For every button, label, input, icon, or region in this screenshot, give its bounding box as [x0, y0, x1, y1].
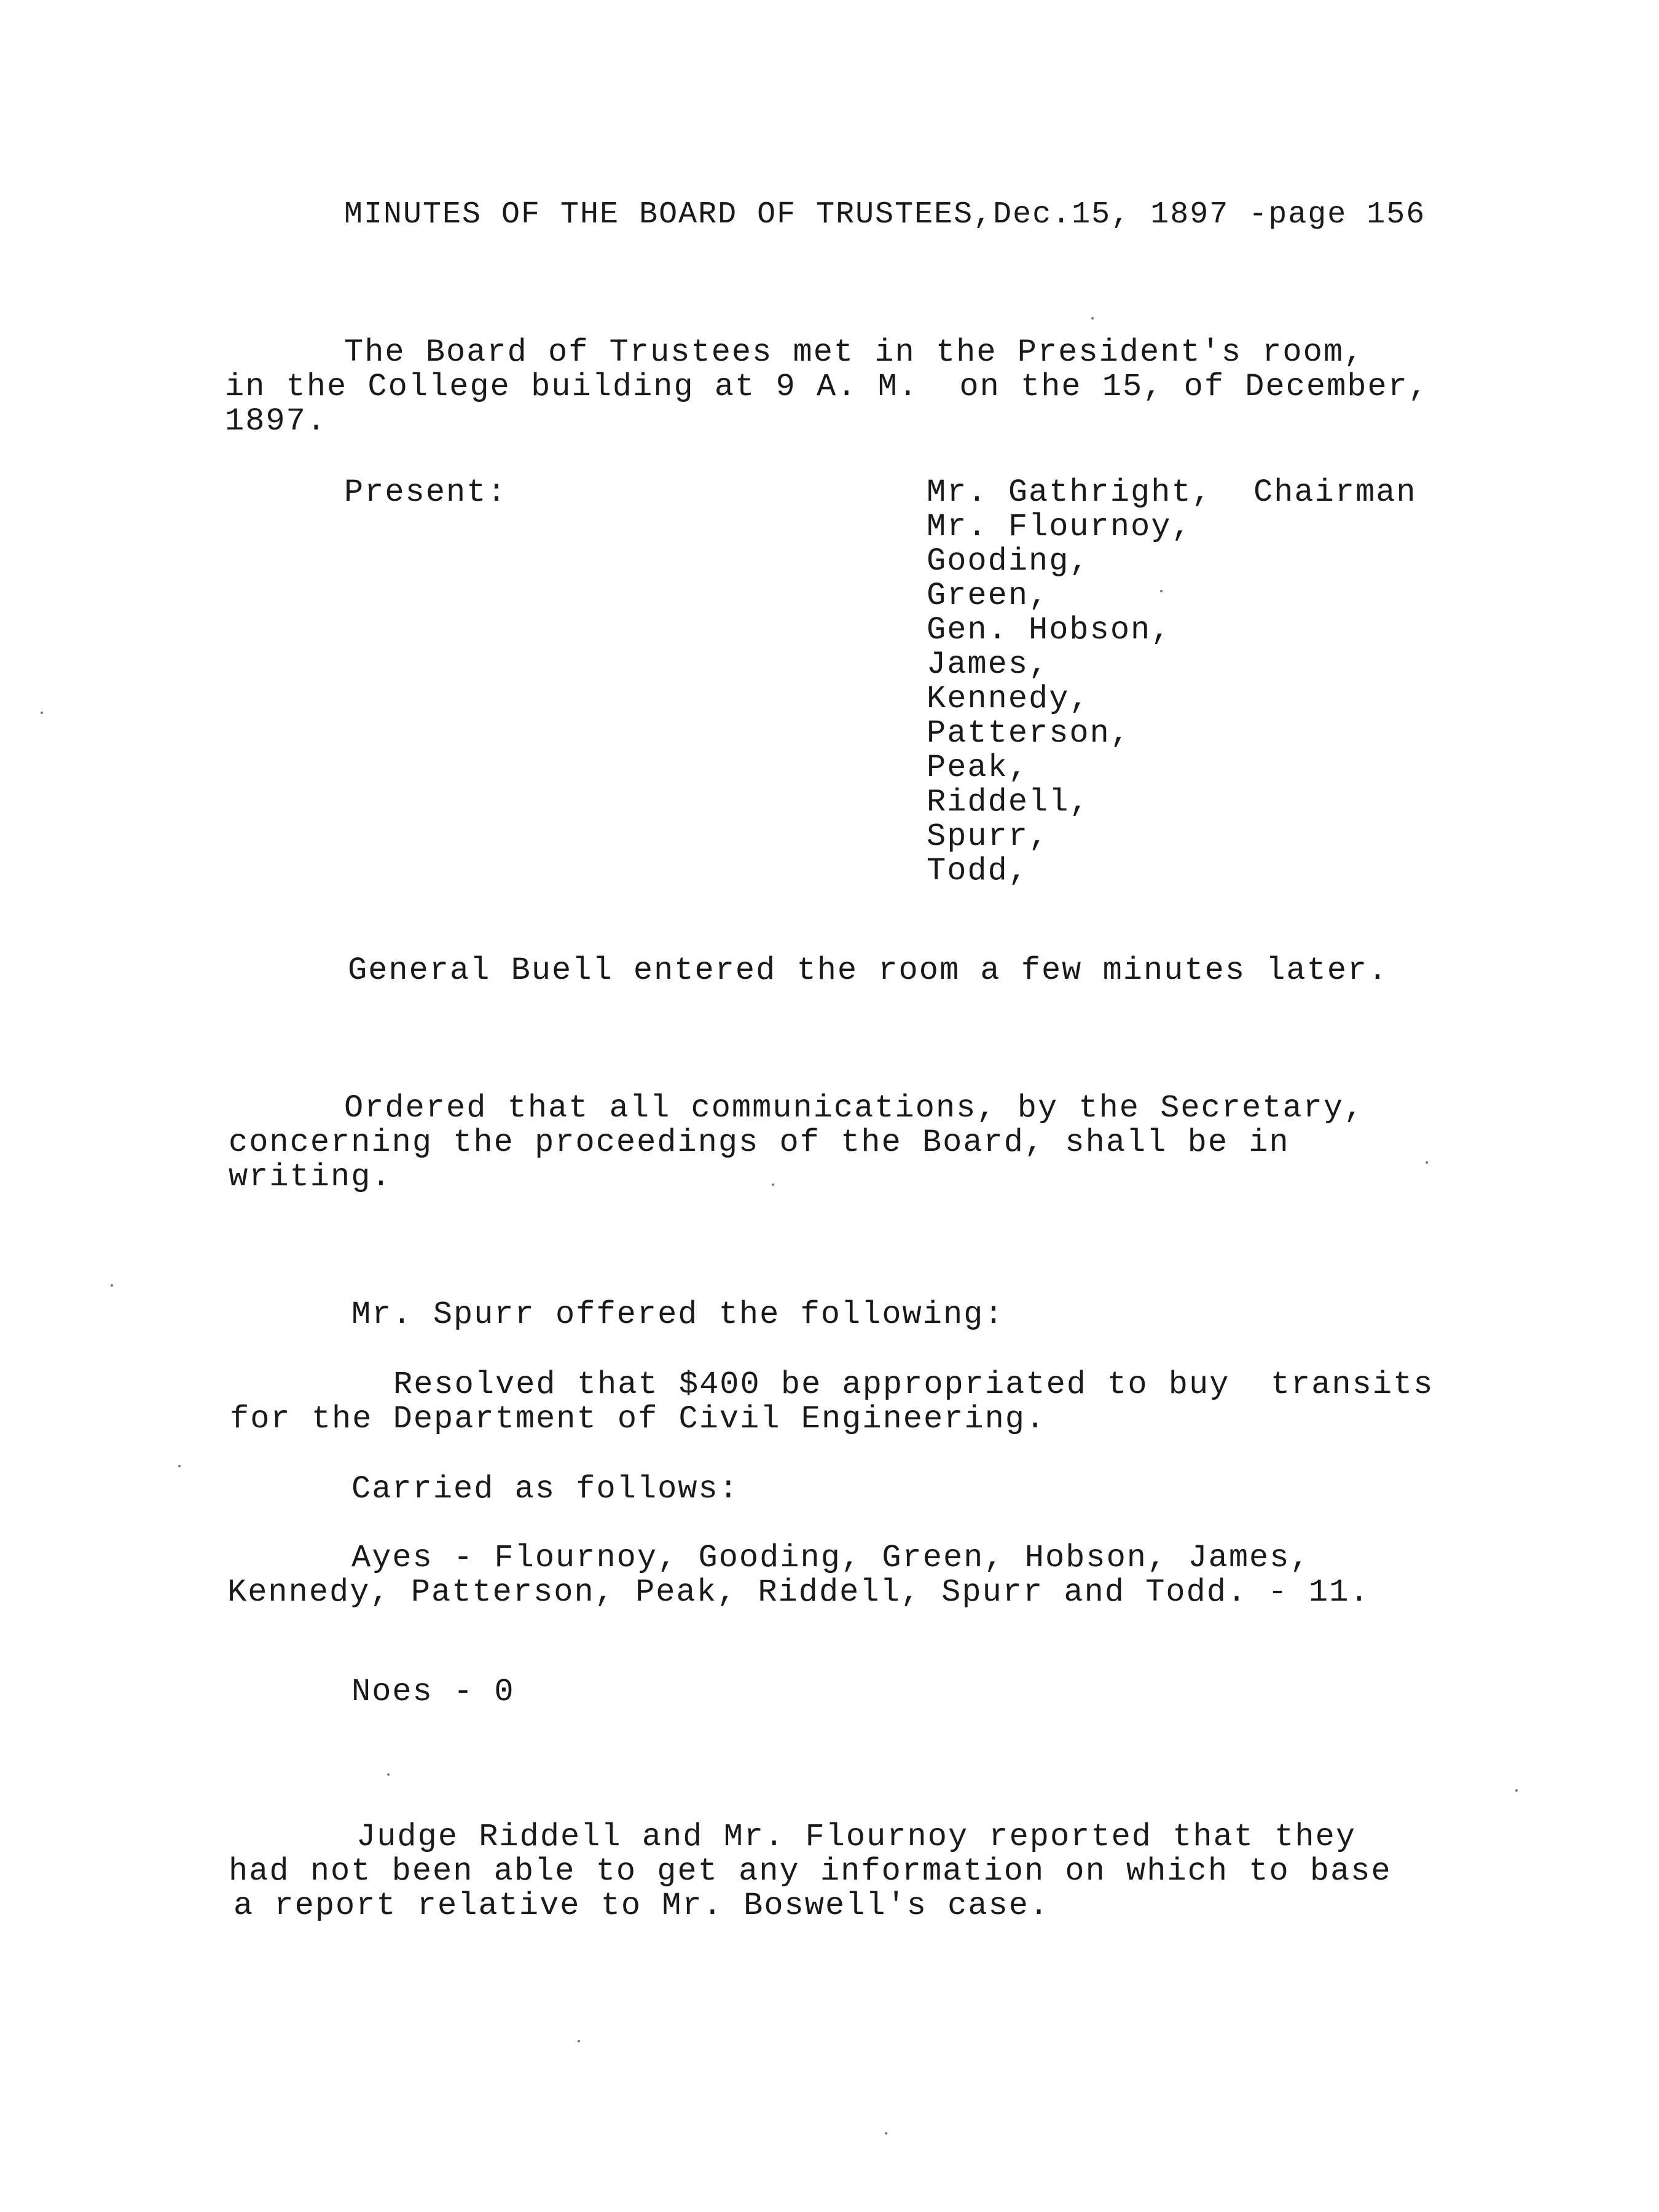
scan-speck — [1160, 590, 1163, 592]
attendee-name: Gen. Hobson, — [927, 612, 1172, 648]
scan-speck — [1515, 1789, 1518, 1792]
attendee-name: Riddell, — [927, 784, 1090, 820]
page-header: MINUTES OF THE BOARD OF TRUSTEES,Dec.15, 1897 -page 156 — [344, 197, 1426, 232]
report-line-2: had not been able to get any information on which to base — [229, 1853, 1392, 1889]
attendee-name: Spurr, — [927, 818, 1049, 855]
present-label: Present: — [344, 474, 508, 511]
motion-intro: Mr. Spurr offered the following: — [351, 1296, 1005, 1333]
order-line-3: writing. — [229, 1159, 392, 1195]
attendee-name: Kennedy, — [927, 681, 1090, 717]
attendee-name: Mr. Gathright, — [927, 474, 1212, 511]
attendee-name: Todd, — [927, 853, 1029, 889]
scan-speck — [885, 2132, 887, 2135]
resolution-line-2: for the Department of Civil Engineering. — [230, 1401, 1046, 1437]
scan-speck — [178, 1465, 181, 1467]
opening-line-1: The Board of Trustees met in the President's room, — [344, 334, 1365, 371]
attendee-name: Mr. Flournoy, — [927, 509, 1192, 545]
attendee-name: Peak, — [927, 750, 1029, 786]
scan-speck — [1426, 1161, 1428, 1164]
carried-label: Carried as follows: — [351, 1471, 739, 1507]
ayes-line-2: Kennedy, Patterson, Peak, Riddell, Spurr and Todd. - 11. — [227, 1574, 1370, 1610]
scan-speck — [578, 2040, 580, 2042]
ayes-line-1: Ayes - Flournoy, Gooding, Green, Hobson, James, — [351, 1540, 1311, 1576]
opening-line-3: 1897. — [225, 403, 327, 439]
report-line-1: Judge Riddell and Mr. Flournoy reported that they — [356, 1819, 1357, 1855]
attendee-name: James, — [927, 646, 1049, 683]
opening-line-2: in the College building at 9 A. M. on the 15, of December, — [225, 369, 1429, 405]
resolution-line-1: Resolved that $400 be appropriated to buy transits — [393, 1367, 1434, 1403]
chairman-role: Chairman — [1253, 474, 1417, 511]
buell-entry-note: General Buell entered the room a few minutes later. — [348, 952, 1389, 989]
scan-speck — [111, 1284, 113, 1287]
scan-speck — [1091, 317, 1094, 320]
order-line-1: Ordered that all communications, by the Secretary, — [344, 1090, 1365, 1126]
order-line-2: concerning the proceedings of the Board, shall be in — [229, 1124, 1290, 1161]
report-line-3: a report relative to Mr. Boswell's case. — [233, 1888, 1050, 1924]
attendee-name: Green, — [927, 578, 1049, 614]
attendee-name: Gooding, — [927, 543, 1090, 579]
scan-speck — [387, 1773, 390, 1776]
noes-line: Noes - 0 — [351, 1674, 515, 1710]
scan-speck — [41, 712, 43, 714]
attendee-name: Patterson, — [927, 715, 1131, 751]
scan-speck — [772, 1183, 774, 1186]
